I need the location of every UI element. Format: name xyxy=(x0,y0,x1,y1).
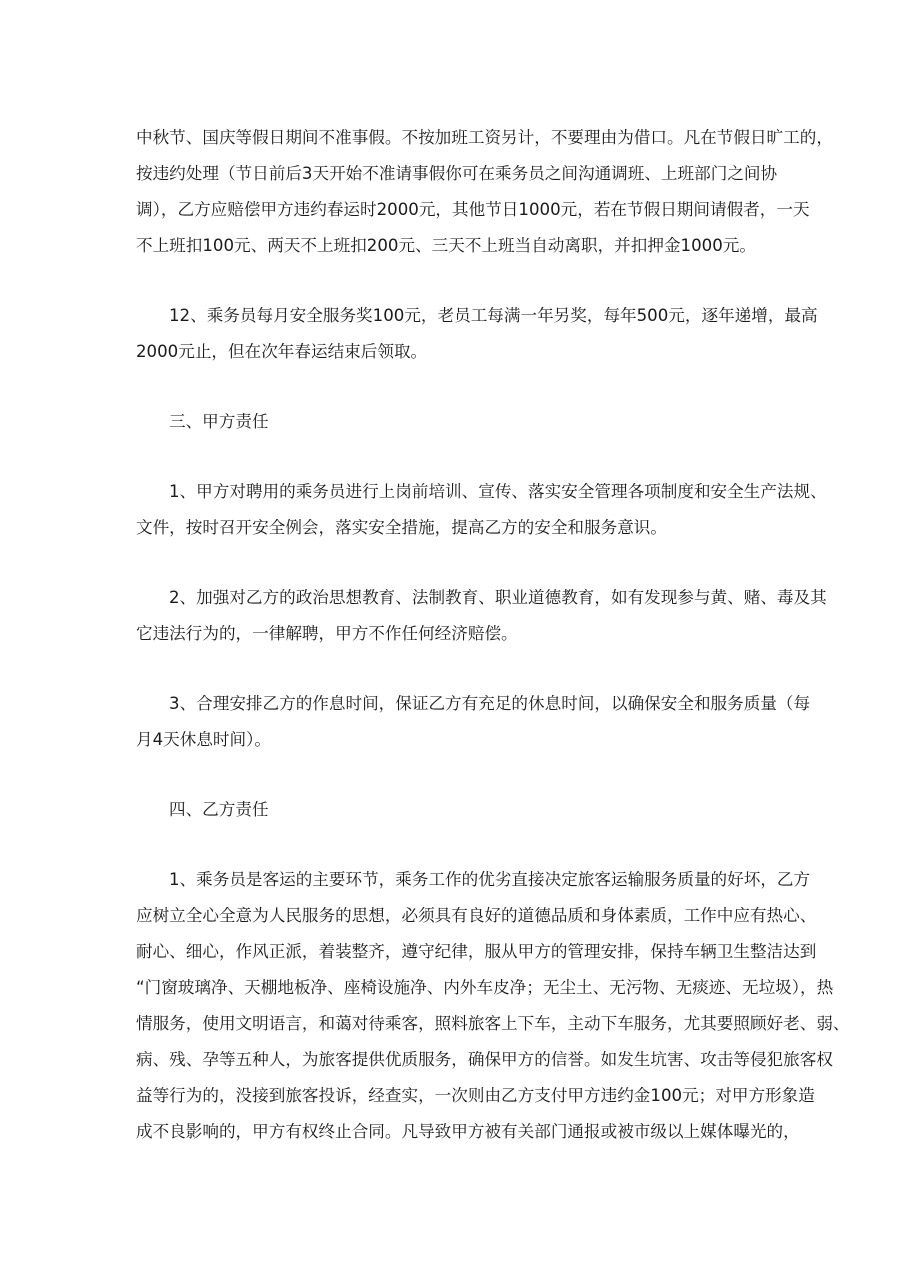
text-line: 月4天休息时间）。 xyxy=(136,730,272,749)
text-line: 益等行为的，没接到旅客投诉，经查实，一次则由乙方支付甲方违约金100元；对甲方形象造 xyxy=(136,1086,815,1105)
paragraph-item-12 xyxy=(136,298,818,370)
text-line: 按违约处理（节日前后3天开始不准请事假你可在乘务员之间沟通调班、上班部门之间协 xyxy=(136,164,778,183)
text-line: 调），乙方应赔偿甲方违约春运时2000元，其他节日1000元，若在节假日期间请假者，一天 xyxy=(136,200,810,219)
text-line: 2、加强对乙方的政治思想教育、法制教育、职业道德教育，如有发现参与黄、赌、毒及其 xyxy=(169,588,827,607)
text-line: 病、残、孕等五种人，为旅客提供优质服务，确保甲方的信誉。如发生坑害、攻击等侵犯旅客权 xyxy=(136,1050,833,1069)
text-line: 2000元止，但在次年春运结束后领取。 xyxy=(136,342,428,361)
paragraph-holiday-leave xyxy=(136,120,833,264)
text-line: “门窗玻璃净、天棚地板净、座椅设施净、内外车皮净；无尘土、无污物、无痰迹、无垃圾），热 xyxy=(136,978,834,997)
text-line: 成不良影响的，甲方有权终止合同。凡导致甲方被有关部门通报或被市级以上媒体曝光的， xyxy=(136,1122,800,1141)
text-line: 1、甲方对聘用的乘务员进行上岗前培训、宣传、落实安全管理各项制度和安全生产法规、 xyxy=(169,482,827,501)
text-line: 情服务，使用文明语言，和蔼对待乘客，照料旅客上下车，主动下车服务，尤其要照顾好老、弱、 xyxy=(136,1014,850,1033)
section-heading-party-a xyxy=(136,404,776,440)
document-body xyxy=(136,120,850,1150)
text-line: 文件，按时召开安全例会，落实安全措施，提高乙方的安全和服务意识。 xyxy=(136,518,667,537)
paragraph-party-b-1 xyxy=(136,862,850,1150)
text-line: 它违法行为的，一律解聘，甲方不作任何经济赔偿。 xyxy=(136,624,518,643)
paragraph-party-a-2 xyxy=(136,580,827,652)
section-heading-party-b xyxy=(136,792,776,828)
section-heading: 四、乙方责任 xyxy=(169,800,269,819)
text-line: 1、乘务员是客运的主要环节，乘务工作的优劣直接决定旅客运输服务质量的好坏，乙方 xyxy=(169,870,811,889)
paragraph-party-a-1 xyxy=(136,474,827,546)
paragraph-party-a-3 xyxy=(136,686,811,758)
text-line: 中秋节、国庆等假日期间不准事假。不按加班工资另计，不要理由为借口。凡在节假日旷工的， xyxy=(136,128,833,147)
text-line: 3、合理安排乙方的作息时间，保证乙方有充足的休息时间，以确保安全和服务质量（每 xyxy=(169,694,811,713)
text-line: 12、乘务员每月安全服务奖100元，老员工每满一年另奖，每年500元，逐年递增，最高 xyxy=(169,306,818,325)
text-line: 应树立全心全意为人民服务的思想，必须具有良好的道德品质和身体素质，工作中应有热心、 xyxy=(136,906,817,925)
text-line: 耐心、细心，作风正派，着装整齐，遵守纪律，服从甲方的管理安排，保持车辆卫生整洁达到 xyxy=(136,942,817,961)
text-line: 不上班扣100元、两天不上班扣200元、三天不上班当自动离职，并扣押金1000元。 xyxy=(136,236,756,255)
section-heading: 三、甲方责任 xyxy=(169,412,269,431)
